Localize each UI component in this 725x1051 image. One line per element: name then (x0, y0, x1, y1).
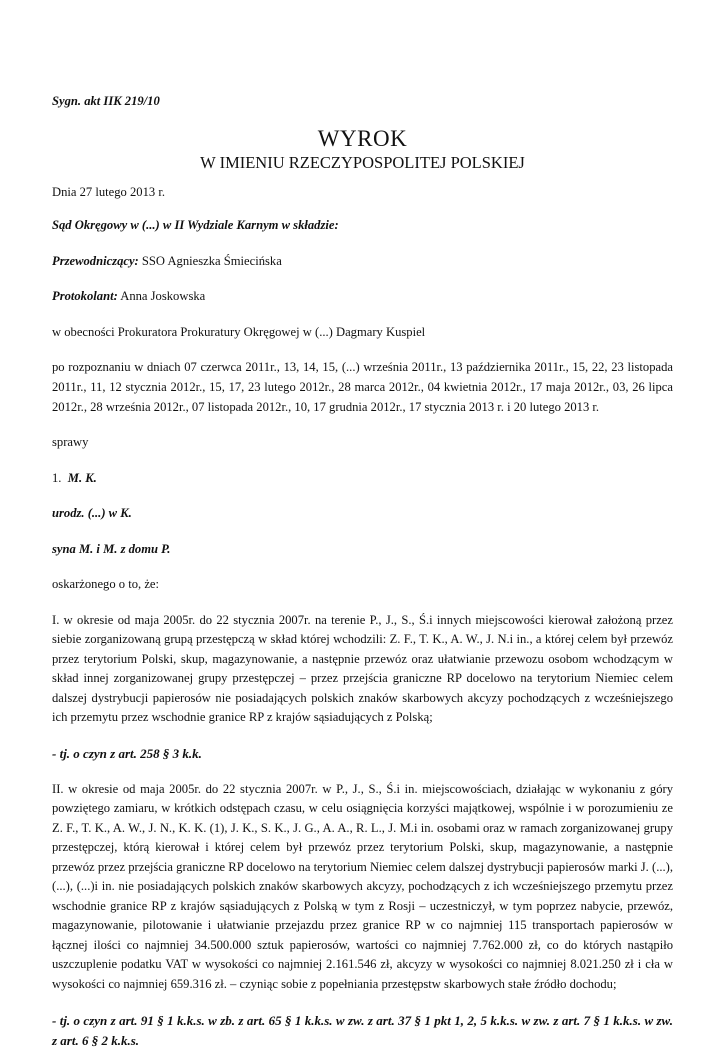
count-2-charge: - tj. o czyn z art. 91 § 1 k.k.s. w zb. z art. 65 § 1 k.k.s. w zw. z art. 37 § 1 pkt 1, 2, 5 k.k.s. w zw. z art. 7 § 1 k.k.s. w zw. z art. 6 § 2 k.k.s. (52, 1012, 673, 1048)
chair-value: SSO Agnieszka Śmiecińska (138, 253, 282, 268)
document-subtitle: W IMIENIU RZECZYPOSPOLITEJ POLSKIEJ (200, 153, 525, 173)
defendant-parent: syna M. i M. z domu P. (52, 541, 171, 556)
case-label: sprawy (52, 435, 89, 450)
clerk-line (52, 287, 673, 307)
chair-line (52, 252, 673, 272)
chair-label: Przewodniczący: (52, 253, 139, 268)
case-signature: Sygn. akt IIK 219/10 (52, 94, 160, 108)
accused-label: oskarżonego o to, że: (52, 577, 160, 592)
clerk-label: Protokolant: (52, 289, 118, 304)
count-2-text: II. w okresie od maja 2005r. do 22 stycznia 2007r. w P., J., S., Ś.i in. miejscowościach, działając w wykonaniu z góry powziętego zamiaru, w krótkich odstępach czasu, w celu osiągnięcia korzyści majątkowej, wspólnie i w porozumieniu ze Z. F., T. K., A. W., J. N., K. K. (1), J. K., S. K., J. G., A. A., R. L., J. M.i in. osobami oraz w ramach zorganizowanej grupy przestępczej, którą kierował i której celem był przewóz przez terytorium Polski, skup, magazynowanie, a następnie przewóz przez przejścia graniczne RP docelowo na terytorium Niemiec celem dalszej dystrybucji papierosów marki J. (...), (...), (...)i in. nie posiadających polskich znaków skarbowych akcyzy, pochodzących z ich wcześniejszego przemytu przez wschodnie granice RP z krajów sąsiadujących z Polską w tym z Rosji – uczestniczył, w tym poprzez nabycie, przewóz, magazynowanie, pilotowanie i ułatwianie przejazdu przez granice RP w co najmniej 115 transportach papierosów w łącznej ilości co najmniej 34.500.000 sztuk papierosów, wartości co najmniej 7.762.000 zł, co do których nastąpiło uszczuplenie podatku VAT w wysokości co najmniej 2.161.546 zł, akcyzy w wysokości co najmniej 8.021.250 zł i cła w wysokości co najmniej 659.316 zł. – czyniąc sobie z popełniania przestępstw skarbowych stałe źródło dochodu; (52, 781, 673, 991)
judgment-date: Dnia 27 lutego 2013 r. (52, 184, 165, 199)
clerk-value: Anna Joskowska (117, 289, 206, 304)
defendant-name-line (52, 469, 673, 489)
document-title: WYROK (317, 125, 408, 151)
prosecutor-line: w obecności Prokuratora Prokuratury Okręgowej w (...) Dagmary Kuspiel (52, 324, 426, 339)
defendant-number: 1. (52, 470, 62, 485)
hearing-dates: po rozpoznaniu w dniach 07 czerwca 2011r., 13, 14, 15, (...) września 2011r., 13 października 2011r., 15, 22, 23 listopada 2011r., 11, 12 stycznia 2012r., 15, 17, 23 lutego 2012r., 28 marca 2012r., 04 kwietnia 2012r., 17 maja 2012r., 03, 26 lipca 2012r., 28 września 2012r., 07 listopada 2012r., 10, 17 grudnia 2012r., 17 stycznia 2013 r. i 20 lutego 2013 r. (52, 360, 673, 414)
count-1-charge: - tj. o czyn z art. 258 § 3 k.k. (52, 745, 202, 761)
count-1-text: I. w okresie od maja 2005r. do 22 stycznia 2007r. na terenie P., J., S., Ś.i innych miejscowości kierował założoną przez siebie zorganizowaną grupą przestępczą w skład której wchodzili: Z. F., T. K., A. W., J. N.i in., a której celem był przewóz przez terytorium Polski, skup, magazynowanie, a następnie przewóz oraz ułatwianie przewozu osobom wchodzącym w skład innej zorganizowanej grupy przestępczej – przez przejścia graniczne RP docelowo na terytorium Niemiec celem dalszej dystrybucji papierosów nie posiadających polskich znaków skarbowych akcyzy pochodzących z wcześniejszego ich przemytu przez wschodnie granice RP z krajów sąsiadujących z Polską; (52, 612, 673, 725)
court-composition: Sąd Okręgowy w (...) w II Wydziale Karnym w składzie: (52, 218, 339, 233)
defendant-birth: urodz. (...) w K. (52, 506, 132, 521)
defendant-name: M. K. (67, 470, 97, 485)
